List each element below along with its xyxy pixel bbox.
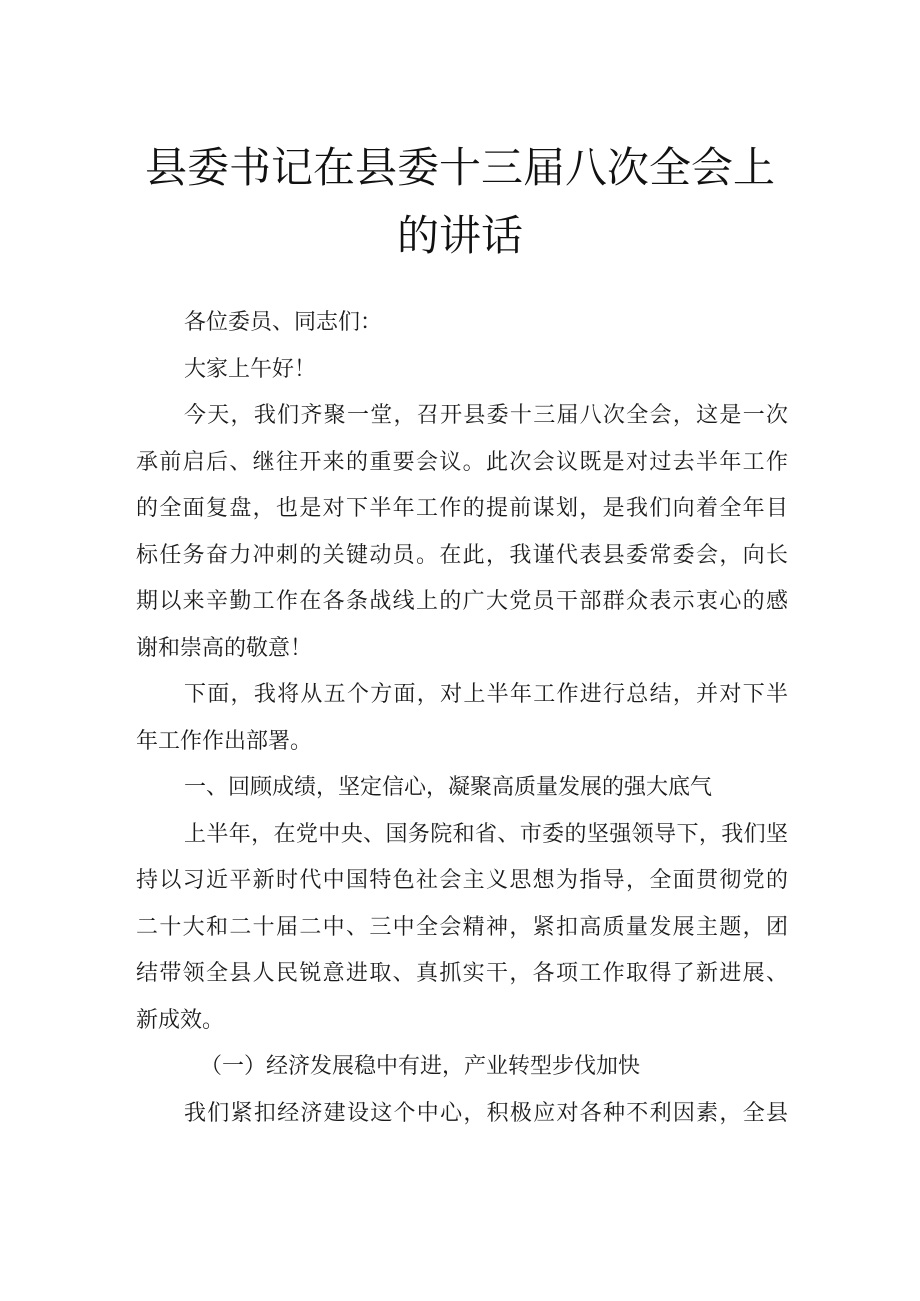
document-body (136, 300, 788, 1137)
title-line-1: 县委书记在县委十三届八次全会上 (144, 143, 775, 192)
paragraph-line: 下面，我将从五个方面，对上半年工作进行总结，并对下半 (184, 682, 788, 707)
paragraph-line: 标任务奋力冲刺的关键动员。在此，我谨代表县委常委会，向长 (136, 542, 788, 568)
subsection-heading: （一）经济发展稳中有进，产业转型步伐加快 (200, 1054, 641, 1079)
paragraph-line: 承前启后、继往开来的重要会议。此次会议既是对过去半年工作 (136, 449, 788, 475)
paragraph-line: 期以来辛勤工作在各条战线上的广大党员干部群众表示衷心的感 (136, 589, 788, 614)
paragraph-line: 年工作作出部署。 (136, 728, 313, 754)
paragraph-line: 持以习近平新时代中国特色社会主义思想为指导，全面贯彻党的 (136, 868, 788, 893)
paragraph-line: 今天，我们齐聚一堂，召开县委十三届八次全会，这是一次 (184, 403, 788, 428)
section-heading: 一、回顾成绩，坚定信心，凝聚高质量发展的强大底气 (184, 775, 713, 800)
paragraph-line: 的全面复盘，也是对下半年工作的提前谋划，是我们向着全年目 (136, 496, 788, 521)
paragraph-line: 新成效。 (136, 1007, 225, 1033)
salutation: 各位委员、同志们： (184, 310, 383, 335)
paragraph-line: 上半年，在党中央、国务院和省、市委的坚强领导下，我们坚 (184, 821, 788, 847)
title-line-2: 的讲话 (396, 211, 523, 260)
paragraph-line: 谢和崇高的敬意！ (136, 635, 313, 661)
greeting: 大家上午好！ (184, 356, 317, 382)
paragraph-line: 结带领全县人民锐意进取、真抓实干，各项工作取得了新进展、 (136, 961, 788, 986)
paragraph-line: 二十大和二十届二中、三中全会精神，紧扣高质量发展主题，团 (136, 914, 788, 940)
document-title (100, 134, 820, 270)
paragraph-line: 我们紧扣经济建设这个中心，积极应对各种不利因素，全县 (184, 1100, 788, 1126)
